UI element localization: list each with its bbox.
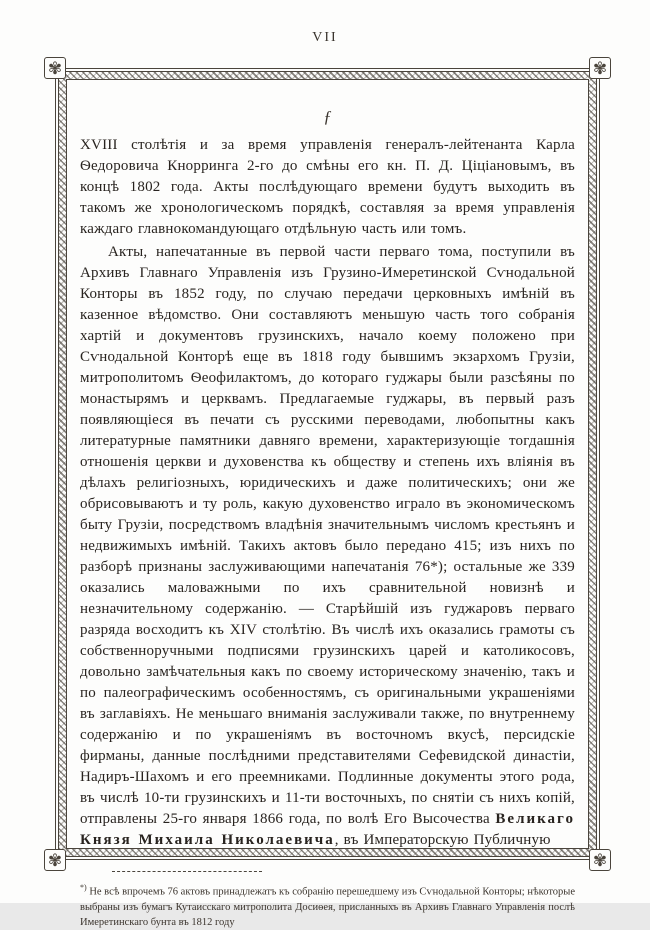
paragraph-segment: Акты, напечатанные въ первой части перваго тома, поступили въ Архивъ Главнаго Управленія изъ Грузино-Имеретинской Сѵнодальной Конторы въ 1852 году, по случаю передачи церковныхъ имѣній въ казенное вѣдомство. Они составляютъ меньшую часть того собранія хартій и документовъ грузинскихъ, начало коему положено при Сѵнодальной Конторѣ еще въ 1818 году бывшимъ экзархомъ Грузіи, митрополитомъ Ѳеофилактомъ, до котораго гуджары были разсѣяны по монастырямъ и церквамъ. Предлагаемые гуджары, въ первый разъ появляющіеся въ печати съ русскими переводами, любопытны какъ литературные памятники давняго времени, характеризующіе тогдашнія отношенія церкви и духовенства къ обществу и степень ихъ вліянія въ дѣлахъ религіозныхъ, юридическихъ и даже политическихъ; они же обрисовываютъ и ту роль, какую духовенство играло въ экономическомъ быту Грузіи, посредствомъ владѣнія значительнымъ числомъ крестьянъ и недвижимыхъ имѣній. Такихъ актовъ было передано 415; изъ нихъ по разборѣ признаны заслуживающими напечатанія 76*); остальные же 339 оказались маловажными по ихъ сравнительной новизнѣ и незначительному содержанію. — Старѣйшій изъ гуджаровъ перваго разряда восходитъ къ XIV столѣтію. Въ числѣ ихъ оказались грамоты съ собственноручными подписями грузинскихъ царей и католикосовъ, довольно замѣчательныя какъ по своему историческому значенію, такъ и по палеографическимъ особенностямъ, съ оригинальными украшеніями въ заглавіяхъ. Не меньшаго вниманія заслуживали также, по внутреннему содержанію и по украшеніямъ въ восточномъ вкусѣ, персидскіе фирманы, данные послѣдними представителями Сефевидской династіи, Надиръ-Шахомъ и его преемниками. Подлинные документы этого рода, въ числѣ 10-ти грузинскихъ и 11-ти восточныхъ, по снятіи съ нихъ копій, отправлены 25-го января 1866 года, по волѣ Его Высочества bbox=[80, 244, 575, 827]
corner-rosette-icon: ✾ bbox=[44, 849, 66, 871]
footnote-marker: *) bbox=[80, 883, 87, 892]
paragraph-segment: , въ Императорскую Публичную bbox=[334, 832, 551, 848]
footnote-separator bbox=[112, 871, 262, 872]
corner-rosette-icon: ✾ bbox=[589, 57, 611, 79]
section-ornament-icon: ƒ bbox=[323, 107, 332, 126]
footnote-text: Не всѣ впрочемъ 76 актовъ принадлежатъ къ собранію перешедшему изъ Сѵнодальной Конторы; нѣкоторые выбраны изъ бумагъ Кутаисскаго митрополита Досиѳея, присланныхъ въ Архивъ Главнаго Управленія послѣ Имеретинскаго бунта въ 1812 году bbox=[80, 886, 575, 928]
page-number: VII bbox=[312, 30, 338, 45]
paragraph-continuation: XVIII столѣтія и за время управленія генералъ-лейтенанта Карла Ѳедоровича Кнорринга 2-го до смѣны его кн. П. Д. Ціціановымъ, въ концѣ 1802 года. Акты послѣдующаго времени будутъ выходить въ такомъ же хронологическомъ порядкѣ, составляя за время управленія каждаго главнокомандующаго отдѣльную часть или томъ. bbox=[80, 137, 575, 237]
decorative-border bbox=[47, 59, 608, 928]
paragraph-main bbox=[80, 242, 575, 851]
page-text-area bbox=[66, 79, 589, 928]
border-ornament-band bbox=[47, 59, 608, 928]
corner-rosette-icon: ✾ bbox=[589, 849, 611, 871]
footnote bbox=[80, 880, 575, 930]
corner-rosette-icon: ✾ bbox=[44, 57, 66, 79]
emphasized-name: Великаго Князя Михаила Николаевича bbox=[80, 811, 575, 848]
text-block bbox=[67, 80, 588, 928]
